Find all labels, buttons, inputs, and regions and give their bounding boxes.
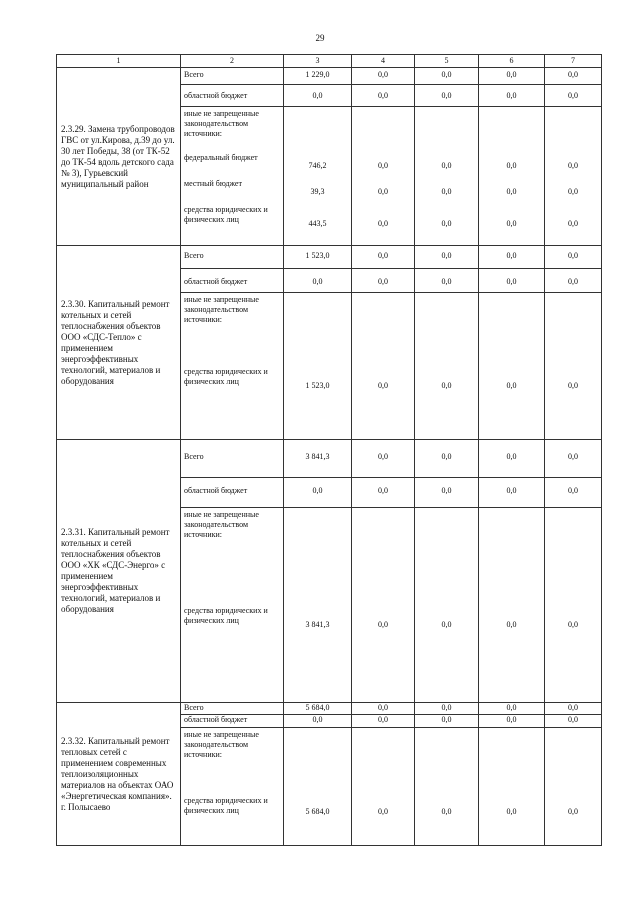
value-cell: 0,0 [352,246,415,269]
table-row [57,440,602,478]
value-cell: 0,0 [479,440,545,478]
value-cell: 0,0 [352,85,415,107]
value-cell: 0,0 [479,269,545,293]
value-cell: 0,0 [352,703,415,715]
value-cell: 0,0 [545,728,602,846]
value-cell: 0,0 [545,246,602,269]
value-cell: 0,0 [378,161,388,170]
value-cell: 0,0 [545,703,602,715]
value-cell: 0,0 [545,508,602,703]
value-cell: 0,0 [479,246,545,269]
value-cell: 0,0 [352,715,415,728]
value-cell: 0,0 [479,703,545,715]
source-label: областной бюджет [181,715,284,728]
value-cell: 0,0 [479,293,545,440]
col-header: 2 [181,55,284,68]
col-header: 4 [352,55,415,68]
value-cell: 3 841,3 [284,440,352,478]
source-label: Всего [181,440,284,478]
value-cell: 0,0 [415,703,479,715]
value-cell: 0,0 [568,187,578,196]
value-cell: 0,0 [284,85,352,107]
value-cell: 0,0 [352,440,415,478]
value-cell: 0,0 [506,161,517,170]
value-cell: 0,0 [545,715,602,728]
value-cell: 0,0 [545,293,602,440]
source-label: Всего [181,246,284,269]
value-cell: 0,0 [545,478,602,508]
value-cell: 39,3 [310,187,325,196]
value-cell: 5 684,0 [284,703,352,715]
value-cell: 0,0 [415,478,479,508]
value-cell: 746,2 [308,161,327,170]
source-label: местный бюджет [184,179,242,188]
value-cell: 0,0 [284,269,352,293]
value-cell: 0,0 [284,478,352,508]
value-cell: 0,0 [415,68,479,85]
value-cell: 0,0 [568,161,578,170]
value-group [352,107,415,246]
value-cell: 0,0 [352,293,415,440]
header-row [57,55,602,68]
value-cell: 0,0 [545,85,602,107]
source-label: средства юридических и физических лиц [184,367,268,386]
other-sources-label: иные не запрещенные законодательством источники: [184,730,259,759]
value-cell: 0,0 [415,246,479,269]
budget-table [56,54,602,846]
value-cell: 0,0 [545,68,602,85]
program-title: 2.3.29. Замена трубопроводов ГВС от ул.Кирова, д.39 до ул. 30 лет Победы, 38 (от ТК-52 до ТК-54 вдоль детского сада № 3), Гурьевский муниципальный район [57,68,181,246]
col-header: 6 [479,55,545,68]
table-row [57,68,602,85]
value-cell: 0,0 [352,728,415,846]
source-label: Всего [181,703,284,715]
value-cell: 1 523,0 [284,246,352,269]
source-label: средства юридических и физических лиц [184,205,268,224]
value-cell: 0,0 [415,728,479,846]
other-sources-label: иные не запрещенные законодательством источники: [184,510,259,539]
value-cell: 0,0 [378,219,388,228]
program-title: 2.3.32. Капитальный ремонт тепловых сетей с применением современных теплоизоляционных материалов на объектах ОАО «Энергетическая компания». г. Полысаево [57,703,181,846]
value-cell: 0,0 [441,161,452,170]
col-header: 3 [284,55,352,68]
source-group [181,293,284,440]
value-cell: 0,0 [479,728,545,846]
source-group [181,508,284,703]
value-cell: 0,0 [441,219,452,228]
col-header: 7 [545,55,602,68]
table-row [57,703,602,715]
value-cell: 0,0 [441,187,452,196]
value-cell: 1 523,0 [284,293,352,440]
value-cell: 0,0 [378,187,388,196]
source-label: средства юридических и физических лиц [184,606,268,625]
value-cell: 1 229,0 [284,68,352,85]
value-cell: 443,5 [308,219,327,228]
program-title: 2.3.30. Капитальный ремонт котельных и сетей теплоснабжения объектов ООО «СДС-Тепло» с применением энергоэффективных технологий, материалов и оборудования [57,246,181,440]
source-label: средства юридических и физических лиц [184,796,268,815]
value-cell: 0,0 [415,715,479,728]
value-cell: 0,0 [415,85,479,107]
other-sources-label: иные не запрещенные законодательством источники: [184,109,259,138]
value-cell: 0,0 [506,187,517,196]
value-cell: 0,0 [352,478,415,508]
value-group [284,107,352,246]
value-cell: 0,0 [415,440,479,478]
program-title: 2.3.31. Капитальный ремонт котельных и сетей теплоснабжения объектов ООО «ХК «СДС-Энерго» с применением энергоэффективных технологий, материалов и оборудования [57,440,181,703]
table-row [57,246,602,269]
col-header: 5 [415,55,479,68]
value-cell: 0,0 [479,715,545,728]
value-group [415,107,479,246]
value-cell: 0,0 [352,269,415,293]
source-label: областной бюджет [181,478,284,508]
page-number: 29 [315,33,325,43]
source-group [181,107,284,246]
source-group [181,728,284,846]
value-cell: 0,0 [545,440,602,478]
value-cell: 0,0 [415,508,479,703]
value-cell: 0,0 [479,508,545,703]
value-cell: 0,0 [352,508,415,703]
value-cell: 5 684,0 [284,728,352,846]
value-cell: 0,0 [506,219,517,228]
other-sources-label: иные не запрещенные законодательством источники: [184,295,259,324]
value-cell: 0,0 [568,219,578,228]
value-cell: 3 841,3 [284,508,352,703]
value-cell: 0,0 [479,478,545,508]
value-cell: 0,0 [415,269,479,293]
value-group [479,107,545,246]
value-cell: 0,0 [284,715,352,728]
source-label: Всего [181,68,284,85]
value-cell: 0,0 [479,68,545,85]
value-cell: 0,0 [479,85,545,107]
source-label: областной бюджет [181,269,284,293]
value-group [545,107,602,246]
source-label: федеральный бюджет [184,153,258,162]
value-cell: 0,0 [415,293,479,440]
col-header: 1 [57,55,181,68]
value-cell: 0,0 [545,269,602,293]
source-label: областной бюджет [181,85,284,107]
value-cell: 0,0 [352,68,415,85]
